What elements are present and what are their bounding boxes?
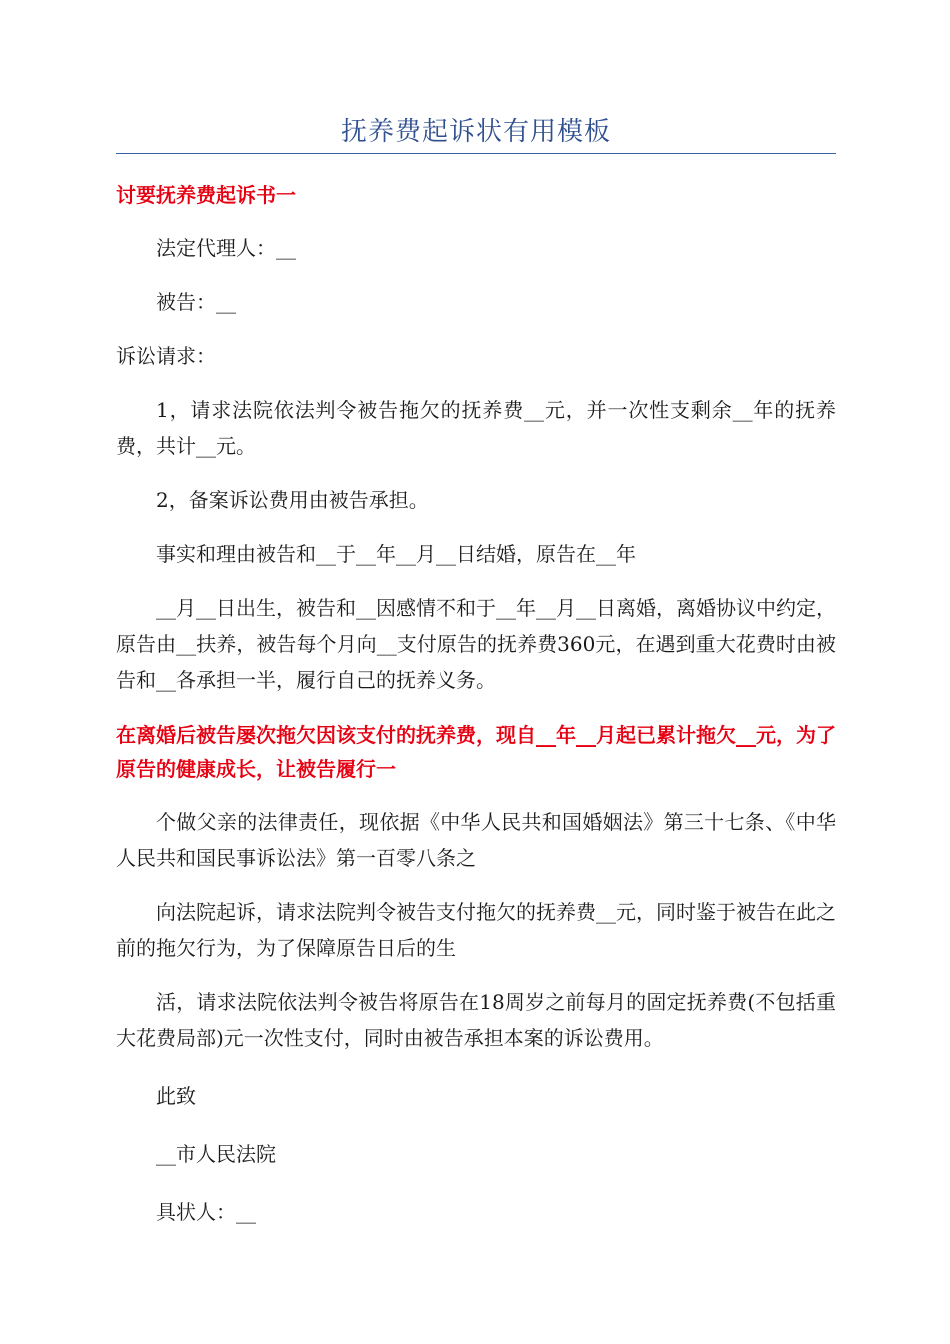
- paragraph-claim-2: 2，备案诉讼费用由被告承担。: [156, 488, 429, 512]
- paragraph-salutation: 此致: [156, 1084, 196, 1108]
- paragraph-court: __市人民法院: [156, 1142, 276, 1166]
- section-heading-2: 在离婚后被告屡次拖欠因该支付的抚养费，现自__年__月起已累计拖欠__元，为了原告的健康成长，让被告履行一: [116, 723, 836, 781]
- paragraph-claims-label: 诉讼请求：: [116, 344, 216, 368]
- paragraph-facts-2: __月__日出生，被告和__因感情不和于__年__月__日离婚，离婚协议中约定，原告由__扶养，被告每个月向__支付原告的抚养费360元，在遇到重大花费时由被告和__各承担一半，履行自己的抚养义务。: [116, 596, 836, 692]
- document-body: [116, 178, 836, 1230]
- paragraph-facts-1: 事实和理由被告和__于__年__月__日结婚，原告在__年: [156, 542, 636, 566]
- document-title: 抚养费起诉状有用模板: [340, 117, 611, 147]
- section-heading-1: 讨要抚养费起诉书一: [116, 183, 296, 207]
- paragraph-signer: 具状人：__: [156, 1200, 256, 1224]
- paragraph-lawsuit: 向法院起诉，请求法院判令被告支付拖欠的抚养费__元，同时鉴于被告在此之前的拖欠行为，为了保障原告日后的生: [116, 900, 836, 960]
- paragraph-claim-1: 1，请求法院依法判令被告拖欠的抚养费__元，并一次性支剩余__年的抚养费，共计__元。: [116, 398, 836, 458]
- paragraph-legal-agent: 法定代理人：__: [156, 236, 296, 260]
- paragraph-legal-basis: 个做父亲的法律责任，现依据《中华人民共和国婚姻法》第三十七条、《中华人民共和国民事诉讼法》第一百零八条之: [116, 810, 836, 870]
- paragraph-living-costs: 活，请求法院依法判令被告将原告在18周岁之前每月的固定抚养费(不包括重大花费局部)元一次性支付，同时由被告承担本案的诉讼费用。: [116, 990, 836, 1050]
- paragraph-defendant: 被告：__: [156, 290, 236, 314]
- title-underline: [116, 153, 836, 154]
